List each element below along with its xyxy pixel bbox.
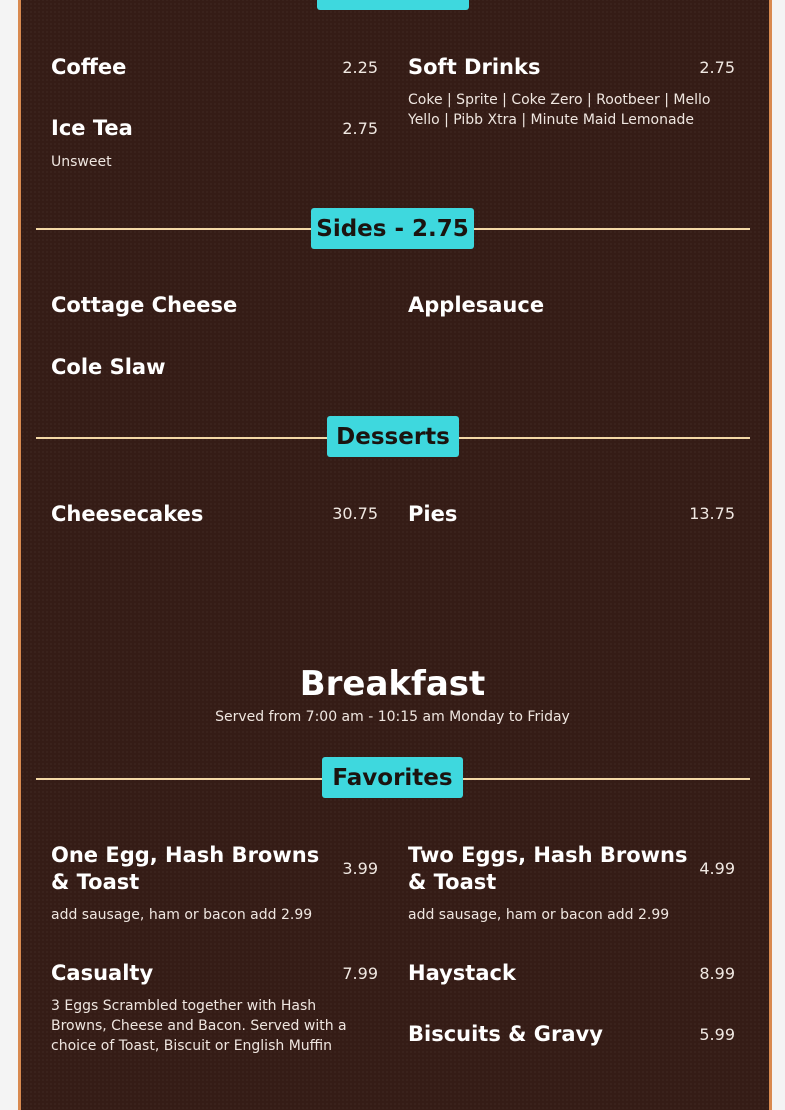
menu-item-name: Casualty xyxy=(51,961,154,985)
menu-item-price: 8.99 xyxy=(699,964,735,983)
breakfast-subtitle: Served from 7:00 am - 10:15 am Monday to Friday xyxy=(215,709,570,725)
sides-badge: Sides - 2.75 xyxy=(311,208,474,249)
menu-item-description: 3 Eggs Scrambled together with Hash Browns, Cheese and Bacon. Served with a choice of Toast, Biscuit or English Muffin xyxy=(51,998,347,1054)
menu-item-name: Ice Tea xyxy=(51,116,133,140)
menu-item-name: Pies xyxy=(408,502,458,526)
menu-item-price: 2.25 xyxy=(342,58,378,77)
favorites-badge: Favorites xyxy=(322,757,463,798)
menu-item-name: Cheesecakes xyxy=(51,502,204,526)
drinks-badge xyxy=(317,0,469,10)
menu-item-price: 3.99 xyxy=(342,859,378,878)
menu-item-price: 5.99 xyxy=(699,1025,735,1044)
desserts-badge: Desserts xyxy=(327,416,459,457)
breakfast-title: Breakfast xyxy=(299,664,486,704)
menu-item-name: Applesauce xyxy=(408,293,545,317)
menu-item-price: 4.99 xyxy=(699,859,735,878)
menu-item-name: One Egg, Hash Browns & Toast xyxy=(51,843,320,894)
menu-item-name: Two Eggs, Hash Browns & Toast xyxy=(408,843,688,894)
menu-item-price: 30.75 xyxy=(332,504,378,523)
menu-item-description: Coke | Sprite | Coke Zero | Rootbeer | Mello Yello | Pibb Xtra | Minute Maid Lemonade xyxy=(408,92,711,128)
menu-item-price: 2.75 xyxy=(699,58,735,77)
menu-item-price: 7.99 xyxy=(342,964,378,983)
menu-item-description: Unsweet xyxy=(51,154,112,170)
menu-item-price: 13.75 xyxy=(689,504,735,523)
menu-item-description: add sausage, ham or bacon add 2.99 xyxy=(408,907,670,923)
menu-item-name: Biscuits & Gravy xyxy=(408,1022,603,1046)
menu-item-name: Cole Slaw xyxy=(51,355,166,379)
menu-item-name: Soft Drinks xyxy=(408,55,541,79)
menu-item-name: Coffee xyxy=(51,55,127,79)
menu-item-name: Cottage Cheese xyxy=(51,293,238,317)
menu-item-description: add sausage, ham or bacon add 2.99 xyxy=(51,907,313,923)
menu-item-name: Haystack xyxy=(408,961,516,985)
menu-item-price: 2.75 xyxy=(342,119,378,138)
